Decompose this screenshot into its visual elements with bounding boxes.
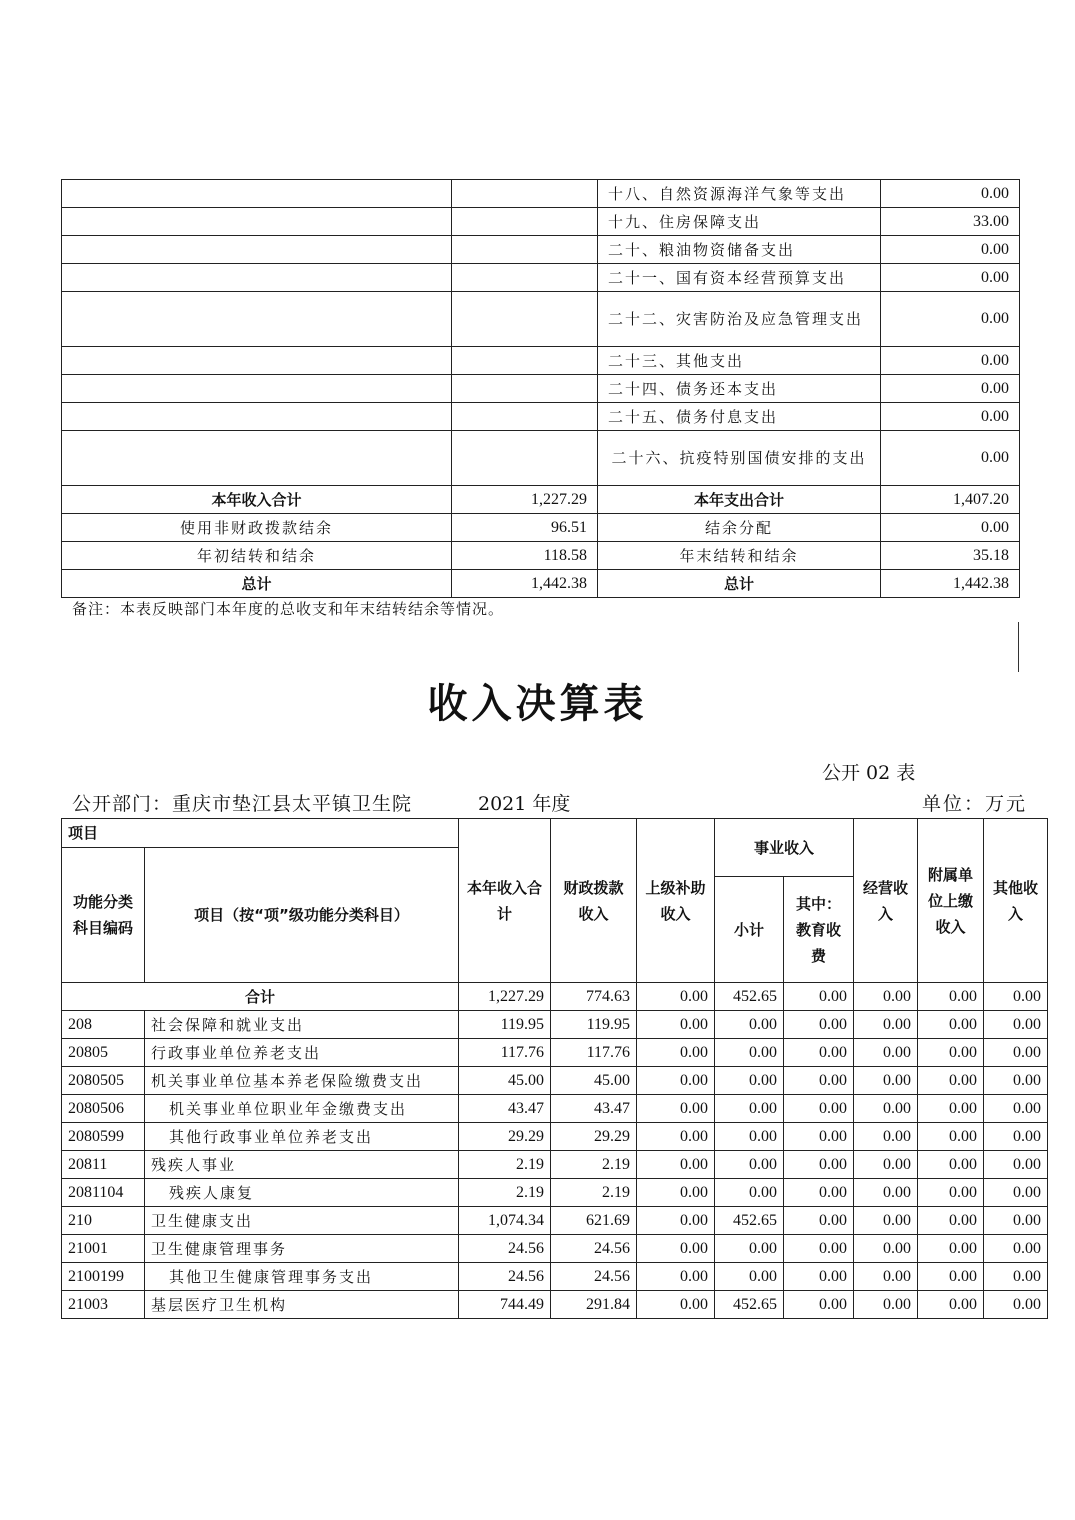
value-cell: 0.00: [984, 1067, 1048, 1095]
value-cell: 0.00: [784, 1263, 854, 1291]
value-cell: 0.00: [854, 1235, 918, 1263]
grand-total-label: 总计: [598, 570, 881, 598]
table-row: [62, 292, 1020, 347]
value-cell: 0.00: [984, 1263, 1048, 1291]
value-cell: 0.00: [715, 1151, 784, 1179]
value-cell: 0.00: [784, 1039, 854, 1067]
value-cell: 0.00: [984, 1151, 1048, 1179]
table-row: [62, 486, 1020, 514]
item-name-cell: 残疾人康复: [145, 1179, 459, 1207]
value-cell: 0.00: [784, 1235, 854, 1263]
value-cell: 1,074.34: [459, 1207, 551, 1235]
value-cell: 0.00: [715, 1263, 784, 1291]
table-row: [62, 264, 1020, 292]
table-row: [62, 570, 1020, 598]
table-row: [62, 1039, 1048, 1067]
table-row: [62, 1011, 1048, 1039]
total-label: 合计: [62, 983, 459, 1011]
value-cell: 0.00: [984, 1011, 1048, 1039]
header-project: 项目: [62, 819, 459, 848]
unit-label: 单位：万元: [922, 793, 1028, 815]
summary-left-amount: 118.58: [452, 542, 598, 570]
fiscal-year: 2021 年度: [478, 793, 571, 815]
value-cell: 29.29: [459, 1123, 551, 1151]
expense-item-label: 二十三、其他支出: [598, 347, 881, 375]
value-cell: 0.00: [637, 1011, 715, 1039]
code-cell: 2080599: [62, 1123, 145, 1151]
expense-total-amount: 1,407.20: [881, 486, 1020, 514]
value-cell: 0.00: [715, 1095, 784, 1123]
value-cell: 29.29: [551, 1123, 637, 1151]
item-name-cell: 机关事业单位基本养老保险缴费支出: [145, 1067, 459, 1095]
table-number: 公开 02 表: [822, 762, 916, 784]
header-affiliate: 附属单位上缴收入: [918, 819, 984, 983]
table-row: [62, 180, 1020, 208]
header-business: 事业收入: [715, 819, 854, 877]
table-row: [62, 403, 1020, 431]
header-superior: 上级补助收入: [637, 819, 715, 983]
value-cell: 452.65: [715, 1207, 784, 1235]
value-cell: 0.00: [984, 1095, 1048, 1123]
expense-item-amount: 0.00: [881, 403, 1020, 431]
income-total-amount: 1,227.29: [452, 486, 598, 514]
value-cell: 452.65: [715, 1291, 784, 1319]
value-cell: 0.00: [854, 1151, 918, 1179]
value-cell: 1,227.29: [459, 983, 551, 1011]
value-cell: 291.84: [551, 1291, 637, 1319]
value-cell: 452.65: [715, 983, 784, 1011]
summary-left-label: 年初结转和结余: [62, 542, 452, 570]
income-statement-table: [61, 818, 1048, 1319]
item-name-cell: 卫生健康管理事务: [145, 1235, 459, 1263]
code-cell: 2080505: [62, 1067, 145, 1095]
value-cell: 0.00: [637, 1151, 715, 1179]
table-row: [62, 1263, 1048, 1291]
summary-table-continued: [61, 179, 1020, 598]
code-cell: 20811: [62, 1151, 145, 1179]
item-name-cell: 行政事业单位养老支出: [145, 1039, 459, 1067]
value-cell: 2.19: [459, 1179, 551, 1207]
value-cell: 0.00: [637, 1039, 715, 1067]
value-cell: 45.00: [459, 1067, 551, 1095]
item-name-cell: 其他行政事业单位养老支出: [145, 1123, 459, 1151]
code-cell: 2100199: [62, 1263, 145, 1291]
value-cell: 0.00: [918, 1011, 984, 1039]
expense-item-label: 二十、粮油物资储备支出: [598, 236, 881, 264]
value-cell: 0.00: [854, 1011, 918, 1039]
value-cell: 0.00: [784, 1011, 854, 1039]
table-row: [62, 1095, 1048, 1123]
value-cell: 0.00: [984, 983, 1048, 1011]
code-cell: 21001: [62, 1235, 145, 1263]
expense-item-label: 十九、住房保障支出: [598, 208, 881, 236]
header-total: 本年收入合计: [459, 819, 551, 983]
code-cell: 2080506: [62, 1095, 145, 1123]
value-cell: 0.00: [715, 1235, 784, 1263]
summary-right-amount: 0.00: [881, 514, 1020, 542]
department-label: 公开部门：重庆市垫江县太平镇卫生院: [72, 793, 413, 815]
expense-item-label: 十八、自然资源海洋气象等支出: [598, 180, 881, 208]
value-cell: 0.00: [918, 1291, 984, 1319]
grand-total-amount: 1,442.38: [881, 570, 1020, 598]
expense-item-amount: 0.00: [881, 431, 1020, 486]
summary-left-amount: 96.51: [452, 514, 598, 542]
expense-total-label: 本年支出合计: [598, 486, 881, 514]
value-cell: 0.00: [715, 1067, 784, 1095]
value-cell: 0.00: [784, 1207, 854, 1235]
expense-item-amount: 0.00: [881, 236, 1020, 264]
value-cell: 0.00: [854, 1291, 918, 1319]
code-cell: 20805: [62, 1039, 145, 1067]
table-row: [62, 1207, 1048, 1235]
table-row: [62, 514, 1020, 542]
table-row: [62, 1235, 1048, 1263]
table-row: [62, 1067, 1048, 1095]
value-cell: 0.00: [918, 1263, 984, 1291]
value-cell: 0.00: [854, 1039, 918, 1067]
value-cell: 0.00: [637, 1263, 715, 1291]
header-name: 项目（按“项”级功能分类科目）: [145, 848, 459, 983]
value-cell: 0.00: [984, 1235, 1048, 1263]
code-cell: 208: [62, 1011, 145, 1039]
value-cell: 0.00: [637, 1235, 715, 1263]
value-cell: 2.19: [551, 1179, 637, 1207]
value-cell: 0.00: [637, 1123, 715, 1151]
expense-item-amount: 0.00: [881, 375, 1020, 403]
value-cell: 0.00: [854, 1095, 918, 1123]
summary-right-amount: 35.18: [881, 542, 1020, 570]
code-cell: 2081104: [62, 1179, 145, 1207]
value-cell: 43.47: [551, 1095, 637, 1123]
divider: [1018, 622, 1019, 672]
value-cell: 0.00: [784, 1067, 854, 1095]
item-name-cell: 残疾人事业: [145, 1151, 459, 1179]
value-cell: 0.00: [918, 1039, 984, 1067]
value-cell: 0.00: [854, 1067, 918, 1095]
value-cell: 0.00: [715, 1179, 784, 1207]
expense-item-amount: 0.00: [881, 264, 1020, 292]
page-title: 收入决算表: [427, 681, 648, 727]
table-row: [62, 1291, 1048, 1319]
item-name-cell: 卫生健康支出: [145, 1207, 459, 1235]
header-fiscal: 财政拨款收入: [551, 819, 637, 983]
table-row: [62, 431, 1020, 486]
header-code: 功能分类科目编码: [62, 848, 145, 983]
value-cell: 0.00: [637, 1207, 715, 1235]
value-cell: 0.00: [854, 1207, 918, 1235]
expense-item-label: 二十五、债务付息支出: [598, 403, 881, 431]
table-note: 备注：本表反映部门本年度的总收支和年末结转结余等情况。: [72, 600, 505, 618]
summary-left-label: 使用非财政拨款结余: [62, 514, 452, 542]
value-cell: 24.56: [459, 1235, 551, 1263]
header-other: 其他收入: [984, 819, 1048, 983]
value-cell: 43.47: [459, 1095, 551, 1123]
value-cell: 0.00: [918, 1151, 984, 1179]
value-cell: 24.56: [551, 1235, 637, 1263]
value-cell: 621.69: [551, 1207, 637, 1235]
value-cell: 2.19: [551, 1151, 637, 1179]
value-cell: 24.56: [459, 1263, 551, 1291]
expense-item-amount: 0.00: [881, 292, 1020, 347]
value-cell: 24.56: [551, 1263, 637, 1291]
value-cell: 0.00: [784, 1095, 854, 1123]
value-cell: 119.95: [551, 1011, 637, 1039]
expense-item-amount: 33.00: [881, 208, 1020, 236]
value-cell: 0.00: [918, 1207, 984, 1235]
summary-right-label: 年末结转和结余: [598, 542, 881, 570]
value-cell: 0.00: [918, 1067, 984, 1095]
item-name-cell: 其他卫生健康管理事务支出: [145, 1263, 459, 1291]
value-cell: 0.00: [715, 1123, 784, 1151]
value-cell: 2.19: [459, 1151, 551, 1179]
value-cell: 0.00: [918, 1179, 984, 1207]
table-row: [62, 236, 1020, 264]
expense-item-amount: 0.00: [881, 347, 1020, 375]
table-row: [62, 542, 1020, 570]
value-cell: 0.00: [854, 1123, 918, 1151]
table-row: [62, 1179, 1048, 1207]
value-cell: 0.00: [637, 1067, 715, 1095]
value-cell: 117.76: [459, 1039, 551, 1067]
value-cell: 0.00: [918, 1235, 984, 1263]
expense-item-amount: 0.00: [881, 180, 1020, 208]
table-row: [62, 1151, 1048, 1179]
summary-right-label: 结余分配: [598, 514, 881, 542]
value-cell: 0.00: [854, 983, 918, 1011]
value-cell: 0.00: [984, 1207, 1048, 1235]
header-row: [62, 819, 1048, 848]
code-cell: 21003: [62, 1291, 145, 1319]
expense-item-label: 二十二、灾害防治及应急管理支出: [598, 292, 881, 347]
value-cell: 0.00: [637, 1095, 715, 1123]
table-row: [62, 375, 1020, 403]
expense-item-label: 二十一、国有资本经营预算支出: [598, 264, 881, 292]
expense-item-label: 二十四、债务还本支出: [598, 375, 881, 403]
value-cell: 774.63: [551, 983, 637, 1011]
value-cell: 0.00: [637, 1179, 715, 1207]
table-row: [62, 347, 1020, 375]
value-cell: 0.00: [637, 1291, 715, 1319]
value-cell: 0.00: [918, 1095, 984, 1123]
value-cell: 0.00: [784, 1151, 854, 1179]
value-cell: 0.00: [637, 983, 715, 1011]
value-cell: 0.00: [918, 1123, 984, 1151]
value-cell: 0.00: [784, 1179, 854, 1207]
value-cell: 45.00: [551, 1067, 637, 1095]
value-cell: 0.00: [918, 983, 984, 1011]
item-name-cell: 社会保障和就业支出: [145, 1011, 459, 1039]
table-row: [62, 208, 1020, 236]
value-cell: 0.00: [984, 1179, 1048, 1207]
value-cell: 0.00: [715, 1011, 784, 1039]
header-operating: 经营收入: [854, 819, 918, 983]
item-name-cell: 机关事业单位职业年金缴费支出: [145, 1095, 459, 1123]
code-cell: 210: [62, 1207, 145, 1235]
value-cell: 0.00: [854, 1263, 918, 1291]
value-cell: 744.49: [459, 1291, 551, 1319]
total-row: [62, 983, 1048, 1011]
expense-item-label: 二十六、抗疫特别国债安排的支出: [598, 431, 881, 486]
value-cell: 119.95: [459, 1011, 551, 1039]
value-cell: 0.00: [984, 1123, 1048, 1151]
value-cell: 0.00: [984, 1039, 1048, 1067]
header-edu: 其中：教育收费: [784, 877, 854, 983]
grand-total-label: 总计: [62, 570, 452, 598]
grand-total-amount: 1,442.38: [452, 570, 598, 598]
value-cell: 0.00: [715, 1039, 784, 1067]
value-cell: 0.00: [784, 1123, 854, 1151]
value-cell: 0.00: [854, 1179, 918, 1207]
income-total-label: 本年收入合计: [62, 486, 452, 514]
item-name-cell: 基层医疗卫生机构: [145, 1291, 459, 1319]
value-cell: 117.76: [551, 1039, 637, 1067]
table-row: [62, 1123, 1048, 1151]
value-cell: 0.00: [784, 983, 854, 1011]
value-cell: 0.00: [984, 1291, 1048, 1319]
header-subtotal: 小计: [715, 877, 784, 983]
value-cell: 0.00: [784, 1291, 854, 1319]
